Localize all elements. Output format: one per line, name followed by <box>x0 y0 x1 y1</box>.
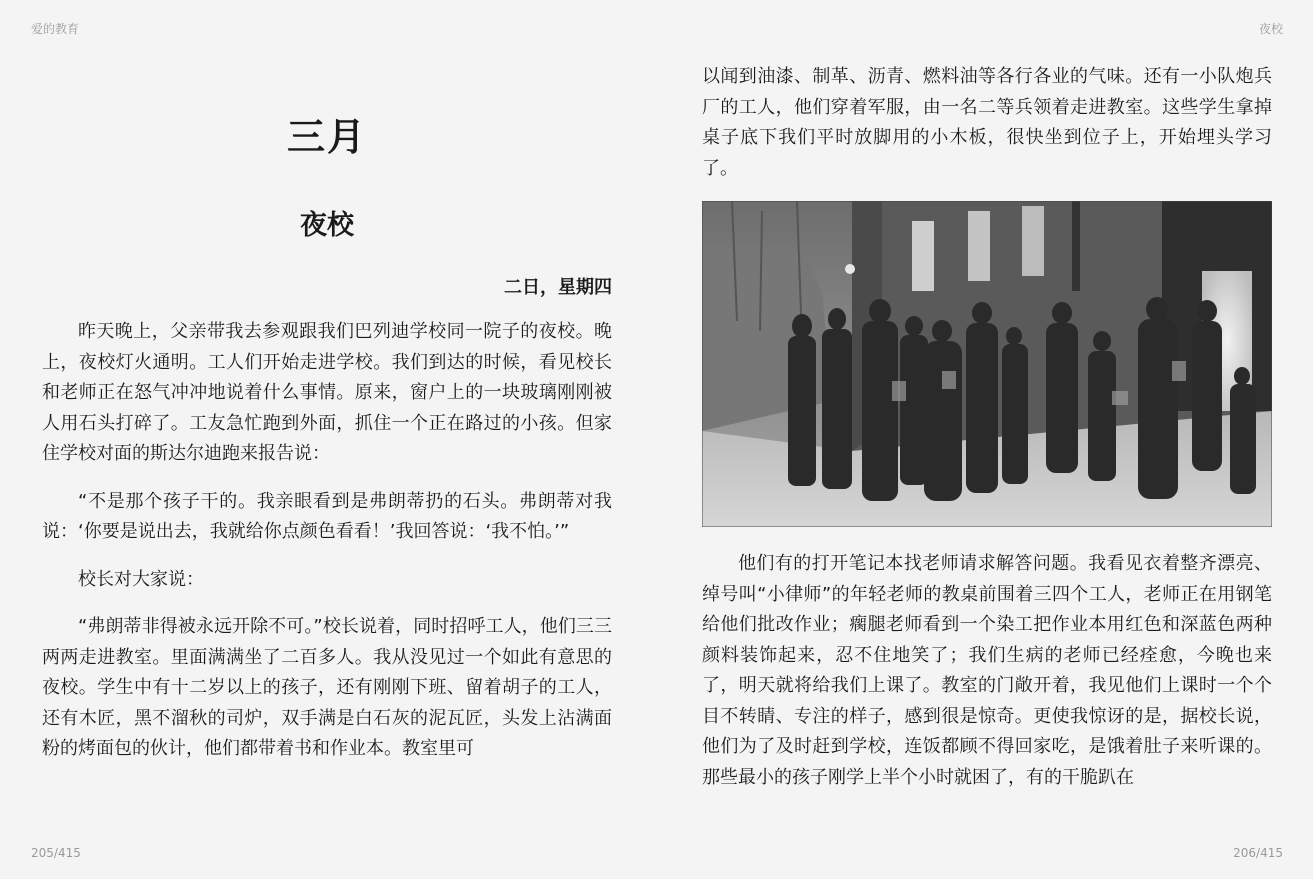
paragraph: 他们有的打开笔记本找老师请求解答问题。我看见衣着整齐漂亮、绰号叫“小律师”的年轻老师的教桌前围着三四个工人，老师正在用钢笔给他们批改作业；瘸腿老师看到一个染工把作业本用红色和深蓝色两种颜料装饰起来，忍不住地笑了；我们生病的老师已经痊愈，今晚也来了，明天就将给我们上课了。教室的门敞开着，我见他们上课时一个个目不转睛、专注的样子，感到很是惊奇。更使我惊讶的是，据校长说，他们为了及时赶到学校，连饭都顾不得回家吃，是饿着肚子来听课的。那些最小的孩子刚学上半个小时就困了，有的干脆趴在 <box>702 553 1272 788</box>
month-title: 三月 <box>286 115 367 159</box>
paragraph: “不是那个孩子干的。我亲眼看到是弗朗蒂扔的石头。弗朗蒂对我说：‘你要是说出去，我就给你点颜色看看！’我回答说：‘我不怕。’” <box>42 490 612 542</box>
paragraph: 昨天晚上，父亲带我去参观跟我们巴列迪学校同一院子的夜校。晚上，夜校灯火通明。工人们开始走进学校。我们到达的时候，看见校长和老师正在怒气冲冲地说着什么事情。原来，窗户上的一块玻璃刚刚被人用石头打碎了。工友急忙跑到外面，抓住一个正在路过的小孩。但家住学校对面的斯达尔迪跑来报告说： <box>42 321 612 464</box>
book-title-header: 爱的教育 <box>31 22 80 36</box>
paragraph: 校长对大家说： <box>78 568 204 590</box>
left-page-number: 205/415 <box>31 846 81 860</box>
paragraph: “弗朗蒂非得被永远开除不可。”校长说着，同时招呼工人，他们三三两两走进教室。里面满满坐了二百多人。我从没见过一个如此有意思的夜校。学生中有十二岁以上的孩子，还有刚刚下班、留着胡子的工人，还有木匠，黑不溜秋的司炉，双手满是白石灰的泥瓦匠，头发上沾满面粉的烤面包的伙计，他们都带着书和作业本。教室里可 <box>42 616 612 759</box>
chapter-header: 夜校 <box>1258 22 1283 36</box>
right-page <box>702 62 1272 810</box>
night-school-illustration <box>702 201 1272 527</box>
paragraph-continued: 以闻到油漆、制革、沥青、燃料油等各行各业的气味。还有一小队炮兵厂的工人，他们穿着军服，由一名二等兵领着走进教室。这些学生拿掉桌子底下我们平时放脚用的小木板，很快坐到位子上，开始埋头学习了。 <box>702 66 1272 179</box>
right-page-number: 206/415 <box>1233 846 1283 860</box>
left-page <box>42 100 612 782</box>
entry-date: 二日，星期四 <box>504 277 612 298</box>
chapter-title: 夜校 <box>300 210 354 241</box>
